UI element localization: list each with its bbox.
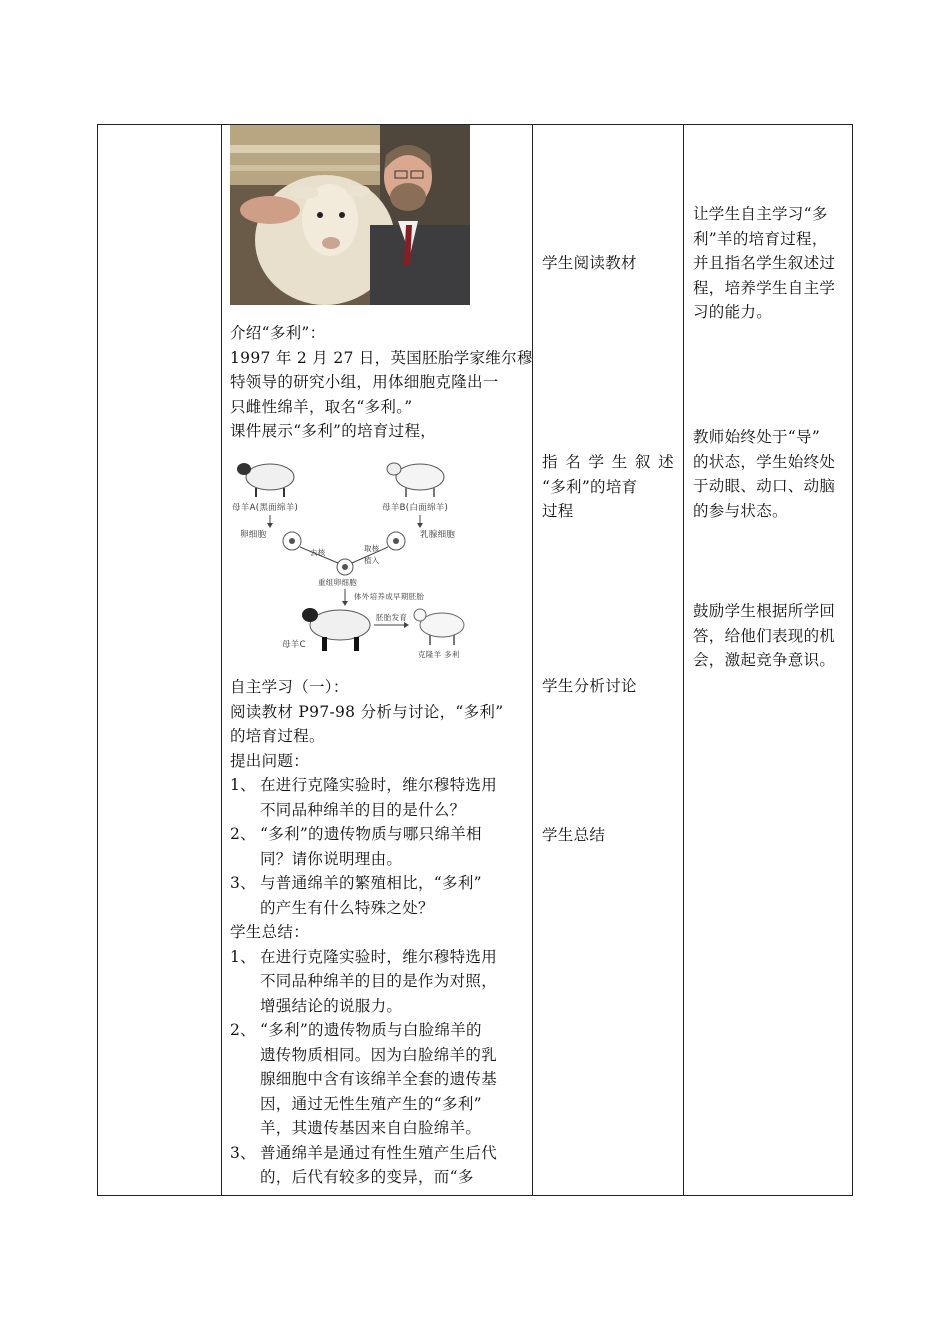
question-line: “多利”的遗传物质与哪只绵羊相: [260, 825, 482, 843]
self-study-line: 阅读教材 P97-98 分析与讨论，“多利”: [230, 702, 504, 721]
cloning-diagram: [230, 455, 500, 675]
content-cell: [222, 125, 532, 1195]
questions-heading: 提出问题：: [230, 751, 310, 770]
sheep-b-icon: [387, 463, 444, 497]
activity-narrate-line: “多利”的培育: [542, 477, 638, 496]
label-ewe-c: 母羊C: [282, 640, 306, 650]
intent-paragraph-1: 让学生自主学习“多 利”羊的培育过程， 并且指名学生叙述过 程，培养学生自主学 习的能力。: [693, 205, 836, 321]
question-line: 的产生有什么特殊之处？: [260, 898, 434, 917]
activity-cell: [533, 125, 683, 1195]
intro-line: 只雌性绵羊，取名“多利。”: [230, 397, 413, 416]
self-study-line: 的培育过程。: [230, 727, 325, 745]
sheep-a-icon: [237, 463, 294, 497]
label-implant: 植入: [364, 556, 380, 565]
summary-number: 3、: [230, 1143, 256, 1162]
activity-discuss: 学生分析讨论: [542, 677, 637, 695]
question-number: 2、: [230, 825, 256, 843]
summary-line: 普通绵羊是通过有性生殖产生后代: [260, 1143, 498, 1162]
summary-item: [230, 1141, 503, 1190]
question-line: 与普通绵羊的繁殖相比，“多利”: [260, 874, 482, 892]
label-culture: 体外培养成早期胚胎: [354, 592, 425, 601]
summary-line: “多利”的遗传物质与白脸绵羊的: [260, 1021, 482, 1039]
summary-line: 羊，其遗传基因来自白脸绵羊。: [260, 1119, 482, 1137]
sheep-c-icon: [302, 608, 370, 651]
summary-line: 遗传物质相同。因为白脸绵羊的乳: [260, 1045, 498, 1064]
courseware-line: 课件展示“多利”的培育过程，: [230, 422, 437, 440]
lesson-table: [97, 124, 853, 1196]
summary-number: 1、: [230, 947, 256, 966]
activity-summarize: 学生总结: [542, 826, 606, 844]
activity-read: 学生阅读教材: [542, 254, 637, 272]
label-ewe-a: 母羊A(黑面绵羊): [232, 503, 299, 513]
summary-number: 2、: [230, 1021, 256, 1039]
question-number: 1、: [230, 776, 256, 794]
question-number: 3、: [230, 874, 256, 892]
activity-narrate-line: 过程: [542, 502, 574, 520]
column-1-cell: [98, 125, 221, 1195]
intro-line: 1997 年 2 月 27 日，英国胚胎学家维尔穆: [230, 348, 533, 367]
label-embryo-dev: 胚胎发育: [376, 613, 408, 622]
question-item: [230, 822, 503, 871]
question-line: 在进行克隆实验时，维尔穆特选用: [260, 776, 498, 794]
label-egg-cell: 卵细胞: [240, 530, 267, 540]
label-recombined: 重组卵细胞: [318, 578, 357, 587]
intro-line: 特领导的研究小组，用体细胞克隆出一: [230, 373, 499, 391]
activity-narrate: 指 名 学 生 叙 述 “多利”的培育 过程: [542, 450, 674, 524]
summary-line: 因，通过无性生殖产生的“多利”: [260, 1094, 482, 1113]
label-take-nucleus: 取核: [364, 544, 380, 553]
clone-sheep-icon: [414, 609, 464, 645]
question-item: [230, 773, 503, 822]
question-item: [230, 871, 503, 920]
label-mammary-cell: 乳腺细胞: [420, 530, 456, 540]
question-line: 同？请你说明理由。: [260, 849, 403, 868]
question-line: 不同品种绵羊的目的是什么？: [260, 800, 466, 819]
intent-paragraph-3: 鼓励学生根据所学回 答，给他们表现的机 会，激起竞争意识。: [693, 602, 836, 669]
summary-line: 腺细胞中含有该绵羊全套的遗传基: [260, 1070, 498, 1088]
summary-line: 在进行克隆实验时，维尔穆特选用: [260, 947, 498, 966]
label-ewe-b: 母羊B(白面绵羊): [382, 503, 449, 513]
intent-paragraph-2: 教师始终处于“导” 的状态，学生始终处 于动眼、动口、动脑 的参与状态。: [693, 428, 836, 520]
summary-item: [230, 1018, 503, 1141]
label-clone: 克隆羊 多利: [418, 650, 460, 659]
label-remove-nucleus: 去核: [310, 548, 326, 557]
summary-line: 的，后代有较多的变异，而“多: [260, 1168, 474, 1186]
summary-line: 增强结论的说服力。: [260, 996, 403, 1015]
intent-cell: [684, 125, 853, 1195]
summary-line: 不同品种绵羊的目的是作为对照，: [260, 972, 498, 990]
intro-heading: 介绍“多利”：: [230, 324, 326, 342]
dolly-photo: [230, 125, 470, 305]
self-study-heading: 自主学习（一）：: [230, 678, 349, 696]
summary-item: [230, 945, 503, 1019]
summary-heading: 学生总结：: [230, 923, 310, 941]
